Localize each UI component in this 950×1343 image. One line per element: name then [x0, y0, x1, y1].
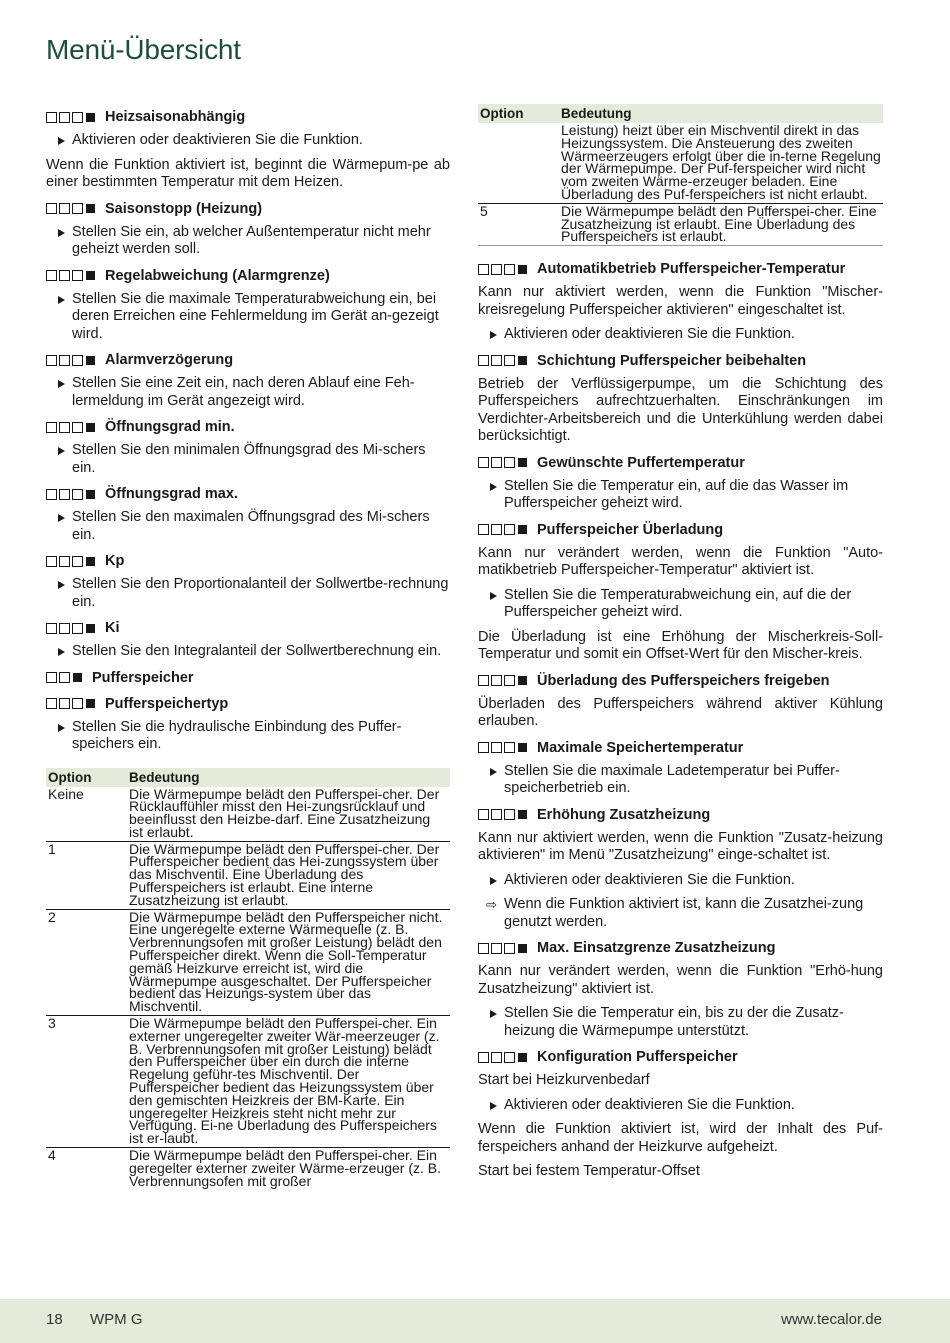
column-header-meaning: Bedeutung — [559, 104, 883, 123]
menu-level-icon — [46, 556, 97, 567]
heading-text: Automatikbetrieb Pufferspeicher-Temperatur — [537, 261, 846, 278]
paragraph: Überladen des Pufferspeichers während aktiver Kühlung erlauben. — [478, 695, 883, 730]
heading-text: Erhöhung Zusatzheizung — [537, 806, 711, 823]
menu-level-icon — [46, 623, 97, 634]
instruction-item — [478, 326, 883, 344]
menu-level-icon — [478, 943, 529, 954]
arrow-right-icon — [490, 1010, 497, 1018]
heading-text: Gewünschte Puffertemperatur — [537, 454, 745, 471]
section-heading — [478, 806, 883, 824]
paragraph: Kann nur aktiviert werden, wenn die Funktion "Mischer-kreisregelung Pufferspeicher aktivieren" eingeschaltet ist. — [478, 284, 883, 318]
arrow-right-icon — [490, 331, 497, 339]
arrow-right-icon — [58, 447, 65, 455]
column-header-meaning: Bedeutung — [127, 768, 450, 787]
section-heading — [46, 619, 450, 637]
heading-text: Konfiguration Pufferspeicher — [537, 1049, 738, 1066]
menu-level-icon — [46, 672, 84, 683]
option-table-continued — [478, 104, 883, 246]
option-cell: 5 — [478, 203, 559, 245]
arrow-right-icon — [58, 229, 65, 237]
paragraph: Kann nur aktiviert werden, wenn die Funktion "Zusatz-heizung aktivieren" im Menü "Zusatzheizung" einge-schaltet ist. — [478, 829, 883, 864]
instruction-text: Stellen Sie die Temperatur ein, bis zu der die Zusatz-heizung die Wärmepumpe unterstützt. — [504, 1005, 844, 1039]
heading-text: Kp — [105, 553, 125, 569]
instruction-item — [478, 587, 883, 622]
meaning-cell: Leistung) heizt über ein Mischventil direkt in das Heizungssystem. Die Ansteuerung des zweiten Wärmeerzeugers erfolgt über die in-terne Regelung der Wärmepumpe. Der Puf-ferspeicher wird nicht vom zweiten Wärme-erzeuger beladen. Eine Überladung des Puf-ferspeichers ist nicht erlaubt. — [559, 123, 883, 203]
arrow-right-icon — [490, 877, 497, 885]
heading-text: Heizsaisonabhängig — [105, 109, 246, 125]
page-title: Menü-Übersicht — [46, 34, 241, 65]
paragraph: Die Überladung ist eine Erhöhung der Mischerkreis-Soll-Temperatur und somit ein Offset-Wert für den Mischer-kreis. — [478, 628, 883, 663]
arrow-right-icon — [58, 648, 65, 656]
website-url: www.tecalor.de — [781, 1311, 882, 1328]
heading-text: Pufferspeicher Überladung — [537, 521, 724, 538]
section-heading — [478, 352, 883, 370]
instruction-item — [46, 442, 450, 477]
instruction-text: Stellen Sie den Proportionalanteil der Sollwertbe-rechnung ein. — [72, 576, 449, 610]
section-heading — [46, 552, 450, 570]
instruction-text: Stellen Sie ein, ab welcher Außentemperatur nicht mehr geheizt werden soll. — [72, 223, 431, 257]
menu-level-icon — [478, 264, 529, 275]
section-heading — [46, 200, 450, 218]
instruction-item — [46, 643, 450, 661]
heading-text: Max. Einsatzgrenze Zusatzheizung — [537, 940, 776, 957]
meaning-cell: Die Wärmepumpe belädt den Pufferspei-cher. Der Pufferspeicher bedient das Hei-zungssystem über das Mischventil. Eine Überladung des Pufferspeichers ist erlaubt. Eine interne Zusatzheizung ist erlaubt. — [127, 841, 450, 909]
arrow-right-icon — [58, 514, 65, 522]
instruction-text: Aktivieren oder deaktivieren Sie die Funktion. — [504, 1096, 795, 1113]
meaning-cell: Die Wärmepumpe belädt den Pufferspei-cher. Ein externer ungeregelter zweiter Wär-meerzeuger (z. B. Verbrennungsofen mit großer Leistung) belädt den Pufferspeicher über ein durch die interne Regelung geführ-tes Mischventil. Der Pufferspeicher bedient das Heizungssystem über den gemischten Heizkreis der BM-Karte. Ein ungeregelter Heizkreis steht nicht mehr zur Verfügung. Ei-ne Überladung des Pufferspeichers ist er-laubt. — [127, 1016, 450, 1148]
section-heading — [46, 695, 450, 713]
column-header-option: Option — [478, 104, 559, 123]
paragraph: Start bei festem Temperatur-Offset — [478, 1163, 700, 1180]
arrow-right-icon — [490, 768, 497, 776]
meaning-cell: Die Wärmepumpe belädt den Pufferspei-cher. Eine Zusatzheizung ist erlaubt. Eine Überladung des Pufferspeichers ist erlaubt. — [559, 203, 883, 245]
instruction-item — [478, 1005, 883, 1040]
result-text: Wenn die Funktion aktiviert ist, kann die Zusatzhei-zung genutzt werden. — [504, 896, 864, 930]
option-cell — [478, 123, 559, 203]
table-row — [46, 787, 450, 842]
menu-level-icon — [46, 355, 97, 366]
heading-text: Öffnungsgrad min. — [105, 419, 235, 435]
option-cell: 2 — [46, 909, 127, 1015]
section-heading — [478, 739, 883, 757]
instruction-text: Stellen Sie den minimalen Öffnungsgrad des Mi-schers ein. — [72, 442, 426, 476]
section-heading — [478, 939, 883, 957]
menu-level-icon — [46, 422, 97, 433]
arrow-right-icon — [490, 1102, 497, 1110]
menu-level-icon — [46, 698, 97, 709]
paragraph: Kann nur verändert werden, wenn die Funktion "Erhö-hung Zusatzheizung" aktiviert ist. — [478, 963, 883, 997]
product-name: WPM G — [90, 1311, 143, 1328]
paragraph: Start bei Heizkurvenbedarf — [478, 1072, 650, 1089]
instruction-item — [478, 1097, 883, 1115]
menu-level-icon — [478, 742, 529, 753]
arrow-right-icon — [58, 724, 65, 732]
instruction-text: Stellen Sie die Temperatur ein, auf die das Wasser im Pufferspeicher geheizt wird. — [504, 477, 849, 512]
heading-text: Pufferspeichertyp — [105, 695, 229, 712]
instruction-text: Aktivieren oder deaktivieren Sie die Funktion. — [72, 132, 363, 148]
table-row — [46, 909, 450, 1015]
instruction-item — [478, 872, 883, 890]
instruction-text: Stellen Sie die hydraulische Einbindung des Puffer-speichers ein. — [72, 718, 402, 752]
option-cell: 3 — [46, 1016, 127, 1148]
heading-text: Schichtung Pufferspeicher beibehalten — [537, 352, 807, 369]
instruction-text: Stellen Sie die maximale Ladetemperatur bei Puffer-speicherbetrieb ein. — [504, 762, 840, 797]
heading-text: Überladung des Pufferspeichers freigeben — [537, 672, 830, 689]
result-arrow-icon: ⇨ — [486, 897, 497, 913]
section-heading — [478, 672, 883, 690]
instruction-item — [46, 224, 450, 259]
section-heading — [478, 260, 883, 278]
option-cell: 1 — [46, 841, 127, 909]
section-heading — [46, 108, 450, 126]
table-row — [46, 1016, 450, 1148]
instruction-item — [46, 291, 450, 344]
option-cell: 4 — [48, 1147, 56, 1164]
instruction-text: Stellen Sie die maximale Temperaturabweichung ein, bei deren Erreichen eine Fehlermeldung im Gerät an-gezeigt wird. — [72, 290, 439, 342]
instruction-text: Aktivieren oder deaktivieren Sie die Funktion. — [504, 871, 795, 888]
heading-text: Alarmverzögerung — [105, 352, 234, 368]
paragraph: Wenn die Funktion aktiviert ist, wird der Inhalt des Puf-ferspeichers anhand der Heizkurve aufgeheizt. — [478, 1121, 883, 1155]
instruction-text: Stellen Sie die Temperaturabweichung ein, auf die der Pufferspeicher geheizt wird. — [504, 586, 852, 621]
paragraph: Wenn die Funktion aktiviert ist, beginnt die Wärmepum-pe ab einer bestimmten Temperatur mit dem Heizen. — [46, 156, 450, 190]
instruction-text: Stellen Sie den maximalen Öffnungsgrad des Mi-schers ein. — [72, 509, 430, 543]
menu-level-icon — [478, 809, 529, 820]
meaning-cell: Die Wärmepumpe belädt den Pufferspei-cher. Der Rücklauffühler misst den Hei-zungsrücklauf und beeinflusst den Heizbe-darf. Eine Zusatzheizung ist erlaubt. — [127, 787, 450, 842]
section-heading — [46, 485, 450, 503]
heading-text: Maximale Speichertemperatur — [537, 739, 744, 756]
section-heading — [46, 669, 450, 687]
heading-text: Regelabweichung (Alarmgrenze) — [105, 267, 330, 284]
table-row — [478, 123, 883, 203]
arrow-right-icon — [58, 137, 65, 145]
option-cell: Keine — [46, 787, 127, 842]
page-footer — [0, 1299, 950, 1343]
paragraph: Betrieb der Verflüssigerpumpe, um die Schichtung des Pufferspeichers aufrechtzuerhalten. Einschränkungen im Verdichter-Arbeitsbereich und die Unterkühlung werden dabei berücksichtigt. — [478, 375, 883, 445]
section-heading — [478, 454, 883, 472]
option-table — [46, 768, 450, 1190]
menu-level-icon — [46, 489, 97, 500]
menu-level-icon — [46, 203, 97, 214]
result-item — [478, 896, 883, 931]
meaning-cell: Die Wärmepumpe belädt den Pufferspeicher nicht. Eine ungeregelte externe Wärmequelle (z. B. Verbrennungsofen mit großer Leistung) belädt den Pufferspeicher direkt. Wenn die Soll-Temperatur gemäß Heizkurve erreicht ist, wird die Wärmepumpe ausgeschaltet. Der Pufferspeicher bedient das Heizungs-system über das Mischventil. — [127, 909, 450, 1015]
arrow-right-icon — [490, 592, 497, 600]
heading-text: Öffnungsgrad max. — [105, 486, 238, 502]
instruction-text: Aktivieren oder deaktivieren Sie die Funktion. — [504, 326, 795, 343]
heading-text: Saisonstopp (Heizung) — [105, 200, 263, 217]
instruction-text: Stellen Sie eine Zeit ein, nach deren Ablauf eine Feh-lermeldung im Gerät angezeigt wird. — [72, 375, 415, 409]
table-row — [46, 1148, 450, 1190]
instruction-item — [46, 576, 450, 611]
arrow-right-icon — [58, 581, 65, 589]
arrow-right-icon — [58, 296, 65, 304]
menu-level-icon — [46, 112, 97, 123]
table-row — [478, 203, 883, 245]
menu-level-icon — [478, 457, 529, 468]
column-header-option: Option — [46, 768, 127, 787]
table-row — [46, 841, 450, 909]
paragraph: Kann nur verändert werden, wenn die Funktion "Auto-matikbetrieb Pufferspeicher-Temperatur" aktiviert ist. — [478, 544, 883, 579]
section-heading — [46, 418, 450, 436]
menu-level-icon — [478, 675, 529, 686]
arrow-right-icon — [58, 380, 65, 388]
instruction-item — [46, 719, 450, 754]
heading-text: Pufferspeicher — [92, 669, 194, 686]
section-heading — [478, 1048, 883, 1066]
arrow-right-icon — [490, 483, 497, 491]
instruction-item — [478, 478, 883, 513]
menu-level-icon — [478, 355, 529, 366]
heading-text: Ki — [105, 620, 120, 636]
menu-level-icon — [478, 1052, 529, 1063]
instruction-item — [46, 509, 450, 544]
section-heading — [46, 351, 450, 369]
instruction-item — [46, 375, 450, 410]
menu-level-icon — [46, 270, 97, 281]
meaning-cell: Die Wärmepumpe belädt den Pufferspei-cher. Ein geregelter externer zweiter Wärme-erzeuger (z. B. Verbrennungsofen mit großer — [129, 1147, 441, 1189]
instruction-item — [46, 132, 450, 150]
left-column — [46, 100, 450, 1189]
instruction-text: Stellen Sie den Integralanteil der Sollwertberechnung ein. — [72, 643, 442, 659]
section-heading — [478, 521, 883, 539]
page-number: 18 — [46, 1311, 63, 1328]
right-column — [478, 104, 883, 1188]
menu-level-icon — [478, 524, 529, 535]
instruction-item — [478, 763, 883, 798]
section-heading — [46, 267, 450, 285]
